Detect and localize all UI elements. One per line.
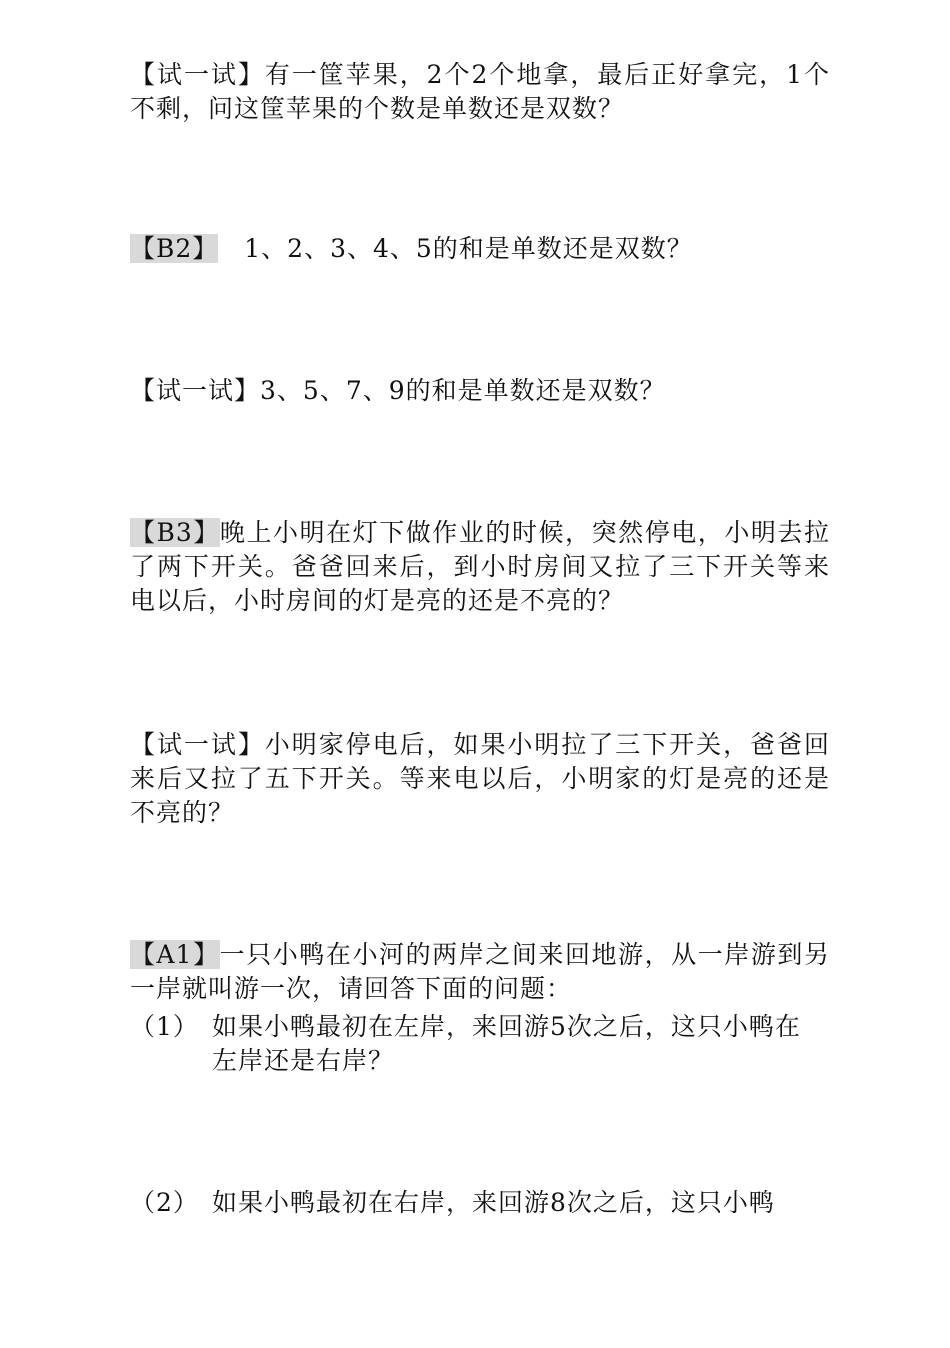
question-text: 小明家停电后，如果小明拉了三下开关，爸爸回来后又拉了五下开关。等来电以后，小明家的灯是亮的还是不亮的？: [130, 730, 830, 827]
question-text: 晚上小明在灯下做作业的时候，突然停电，小明去拉了两下开关。爸爸回来后，到小时房间又拉了三下开关等来电以后，小时房间的灯是亮的还是不亮的？: [130, 518, 830, 615]
section-tag: 【试一试】: [130, 730, 265, 759]
sub-question-number: （2）: [130, 1188, 199, 1217]
problem-a1: [130, 938, 830, 1006]
sub-question-text: 如果小鸭最初在右岸，来回游8次之后，这只小鸭: [212, 1188, 775, 1217]
question-text: 有一筐苹果，2个2个地拿，最后正好拿完，1个不剩，问这筐苹果的个数是单数还是双数？: [130, 60, 830, 123]
section-tag: 【B2】: [130, 234, 219, 263]
section-tag: 【试一试】: [130, 60, 265, 89]
section-tag: 【试一试】: [130, 376, 261, 405]
sub-question-number: （1）: [130, 1012, 199, 1041]
sub-question-text: 如果小鸭最初在左岸，来回游5次之后，这只小鸭在左岸还是右岸？: [212, 1012, 801, 1075]
section-tag: 【B3】: [130, 518, 220, 547]
problem-b3: [130, 516, 830, 618]
question-text: 3、5、7、9的和是单数还是双数？: [260, 376, 666, 405]
try-it-sum: [130, 374, 830, 408]
section-tag: 【A1】: [130, 940, 220, 969]
problem-b2: [130, 232, 830, 266]
question-text: 1、2、3、4、5的和是单数还是双数？: [244, 234, 693, 263]
question-text: 一只小鸭在小河的两岸之间来回地游，从一岸游到另一岸就叫游一次，请回答下面的问题：: [130, 940, 830, 1003]
try-it-apples: [130, 58, 830, 126]
try-it-light: [130, 728, 830, 830]
